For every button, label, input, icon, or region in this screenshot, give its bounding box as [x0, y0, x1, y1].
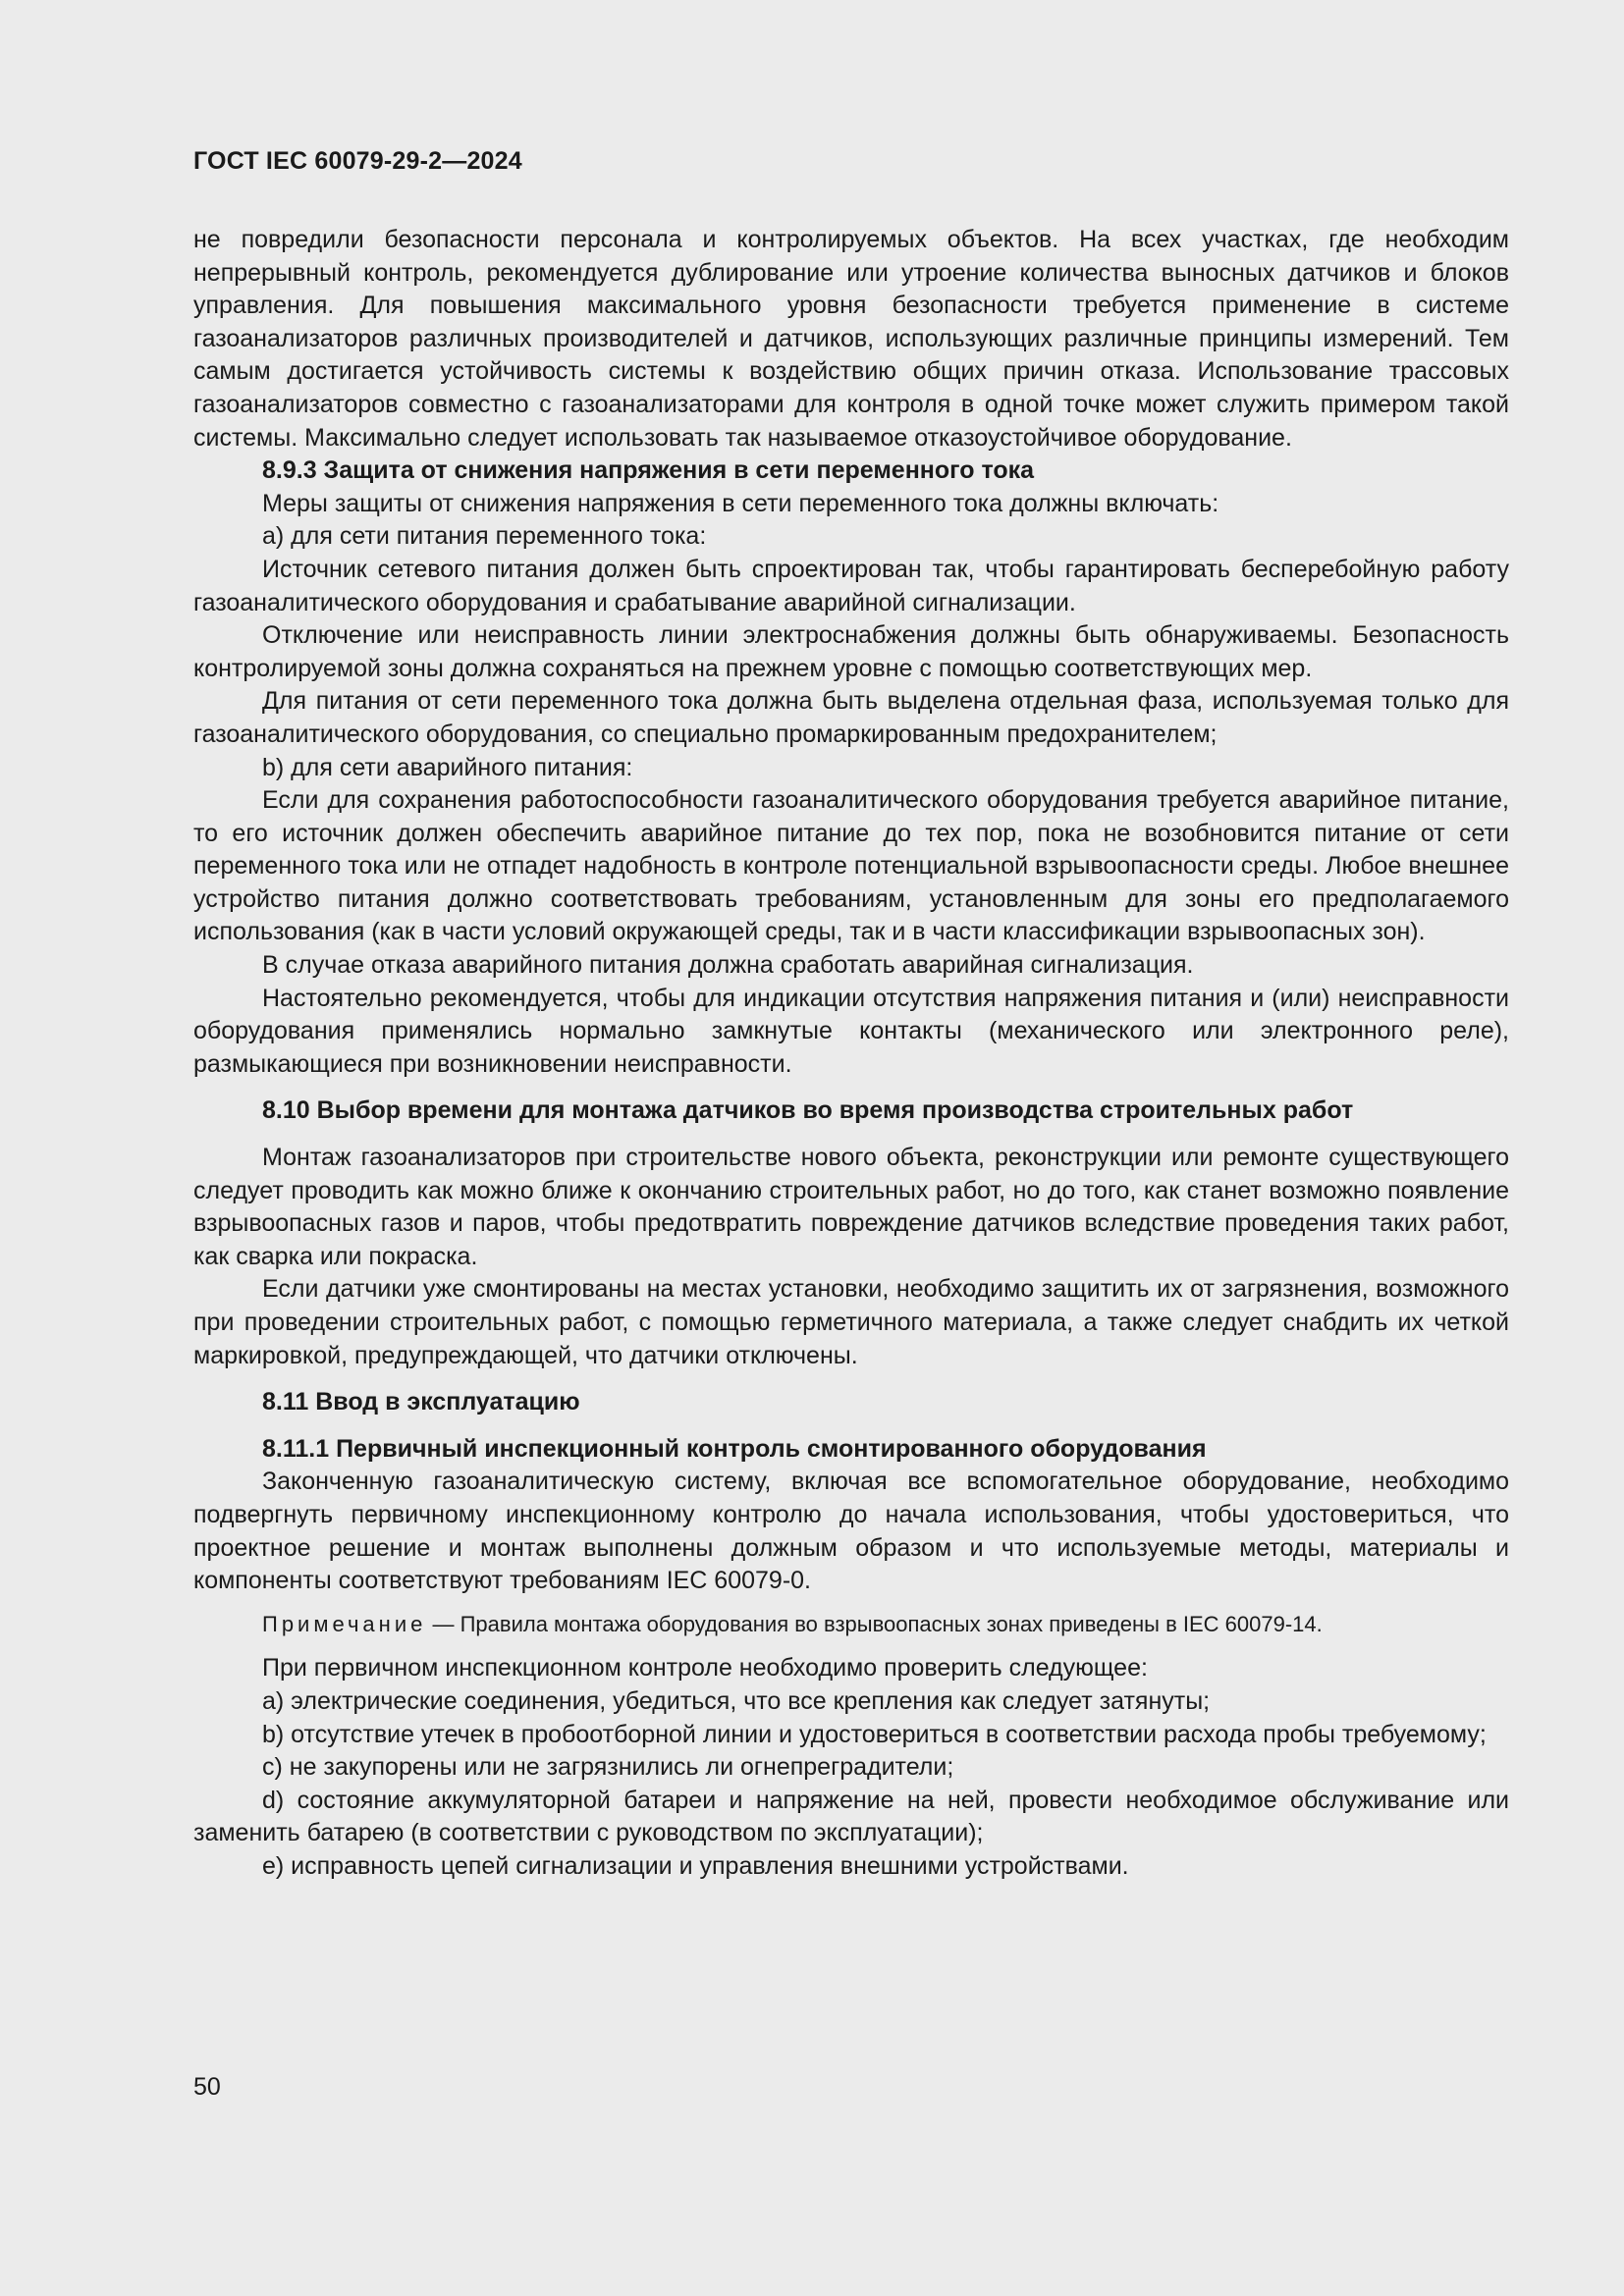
note-text: Правила монтажа оборудования во взрывоопасных зонах приведены в IEC 60079-14. — [460, 1611, 1323, 1636]
paragraph: Отключение или неисправность линии электроснабжения должны быть обнаруживаемы. Безопасность контролируемой зоны должна сохраняться на прежнем уровне с помощью соответствующих мер. — [193, 621, 1509, 682]
list-item: c) не закупорены или не загрязнились ли огнепреградители; — [262, 1753, 954, 1782]
note-label: Примечание — [262, 1611, 427, 1636]
paragraph: Если датчики уже смонтированы на местах установки, необходимо защитить их от загрязнения, возможного при проведении строительных работ, с помощью герметичного материала, а также следует снабдить их четкой маркировкой, предупреждающей, что датчики отключены. — [193, 1275, 1509, 1369]
section-heading-8-11-1: 8.11.1 Первичный инспекционный контроль смонтированного оборудования — [262, 1434, 1207, 1463]
body-text — [193, 224, 1509, 1884]
paragraph: В случае отказа аварийного питания должна сработать аварийная сигнализация. — [262, 951, 1194, 980]
list-item: a) для сети питания переменного тока: — [262, 522, 707, 551]
paragraph: Меры защиты от снижения напряжения в сети переменного тока должны включать: — [262, 489, 1219, 517]
list-item: b) отсутствие утечек в пробоотборной линии и удостовериться в соответствии расхода пробы требуемому; — [262, 1720, 1487, 1748]
paragraph: Если для сохранения работоспособности газоаналитического оборудования требуется аварийное питание, то его источник должен обеспечить аварийное питание до тех пор, пока не возобновится питание от сети переменного тока или не отпадет надобность в контроле потенциальной взрывоопасности среды. Любое внешнее устройство питания должно соответствовать требованиям, установленным для зоны его предполагаемого использования (как в части условий окружающей среды, так и в части классификации взрывоопасных зон). — [193, 786, 1509, 946]
paragraph: Законченную газоаналитическую систему, включая все вспомогательное оборудование, необходимо подвергнуть первичному инспекционному контролю до начала использования, чтобы удостовериться, что проектное решение и монтаж выполнены должным образом и что используемые методы, материалы и компоненты соответствуют требованиям IEC 60079-0. — [193, 1468, 1509, 1595]
paragraph: Источник сетевого питания должен быть спроектирован так, чтобы гарантировать бесперебойную работу газоаналитического оборудования и срабатывание аварийной сигнализации. — [193, 555, 1509, 616]
page-number: 50 — [193, 2073, 221, 2101]
list-item: b) для сети аварийного питания: — [262, 753, 633, 781]
paragraph: Для питания от сети переменного тока должна быть выделена отдельная фаза, используемая только для газоаналитического оборудования, со специально промаркированным предохранителем; — [193, 687, 1509, 748]
document-header: ГОСТ IEC 60079-29-2—2024 — [193, 147, 522, 175]
paragraph: Монтаж газоанализаторов при строительстве нового объекта, реконструкции или ремонте существующего следует проводить как можно ближе к окончанию строительных работ, но до того, как станет возможно появление взрывоопасных газов и паров, чтобы предотвратить повреждение датчиков вследствие проведения таких работ, как сварка или покраска. — [193, 1144, 1509, 1270]
section-heading-8-10: 8.10 Выбор времени для монтажа датчиков во время производства строительных работ — [262, 1096, 1354, 1125]
note — [193, 1608, 1509, 1641]
list-item: a) электрические соединения, убедиться, что все крепления как следует затянуты; — [262, 1686, 1211, 1715]
paragraph: Настоятельно рекомендуется, чтобы для индикации отсутствия напряжения питания и (или) неисправности оборудования применялись нормально замкнутые контакты (механического или электронного реле), размыкающиеся при возникновении неисправности. — [193, 984, 1509, 1078]
section-heading-8-11: 8.11 Ввод в эксплуатацию — [262, 1388, 580, 1416]
list-item: e) исправность цепей сигнализации и управления внешними устройствами. — [262, 1851, 1129, 1880]
paragraph: При первичном инспекционном контроле необходимо проверить следующее: — [262, 1654, 1148, 1682]
list-item: d) состояние аккумуляторной батареи и напряжение на ней, провести необходимое обслуживание или заменить батарею (в соответствии с руководством по эксплуатации); — [193, 1786, 1509, 1847]
section-heading-8-9-3: 8.9.3 Защита от снижения напряжения в сети переменного тока — [262, 456, 1035, 485]
note-dash: — — [432, 1611, 455, 1636]
paragraph: не повредили безопасности персонала и контролируемых объектов. На всех участках, где необходим непрерывный контроль, рекомендуется дублирование или утроение количества выносных датчиков и блоков управления. Для повышения максимального уровня безопасности требуется применение в системе газоанализаторов различных производителей и датчиков, использующих различные принципы измерений. Тем самым достигается устойчивость системы к воздействию общих причин отказа. Использование трассовых газоанализаторов совместно с газоанализаторами для контроля в одной точке может служить примером такой системы. Максимально следует использовать так называемое отказоустойчивое оборудование. — [193, 226, 1509, 452]
